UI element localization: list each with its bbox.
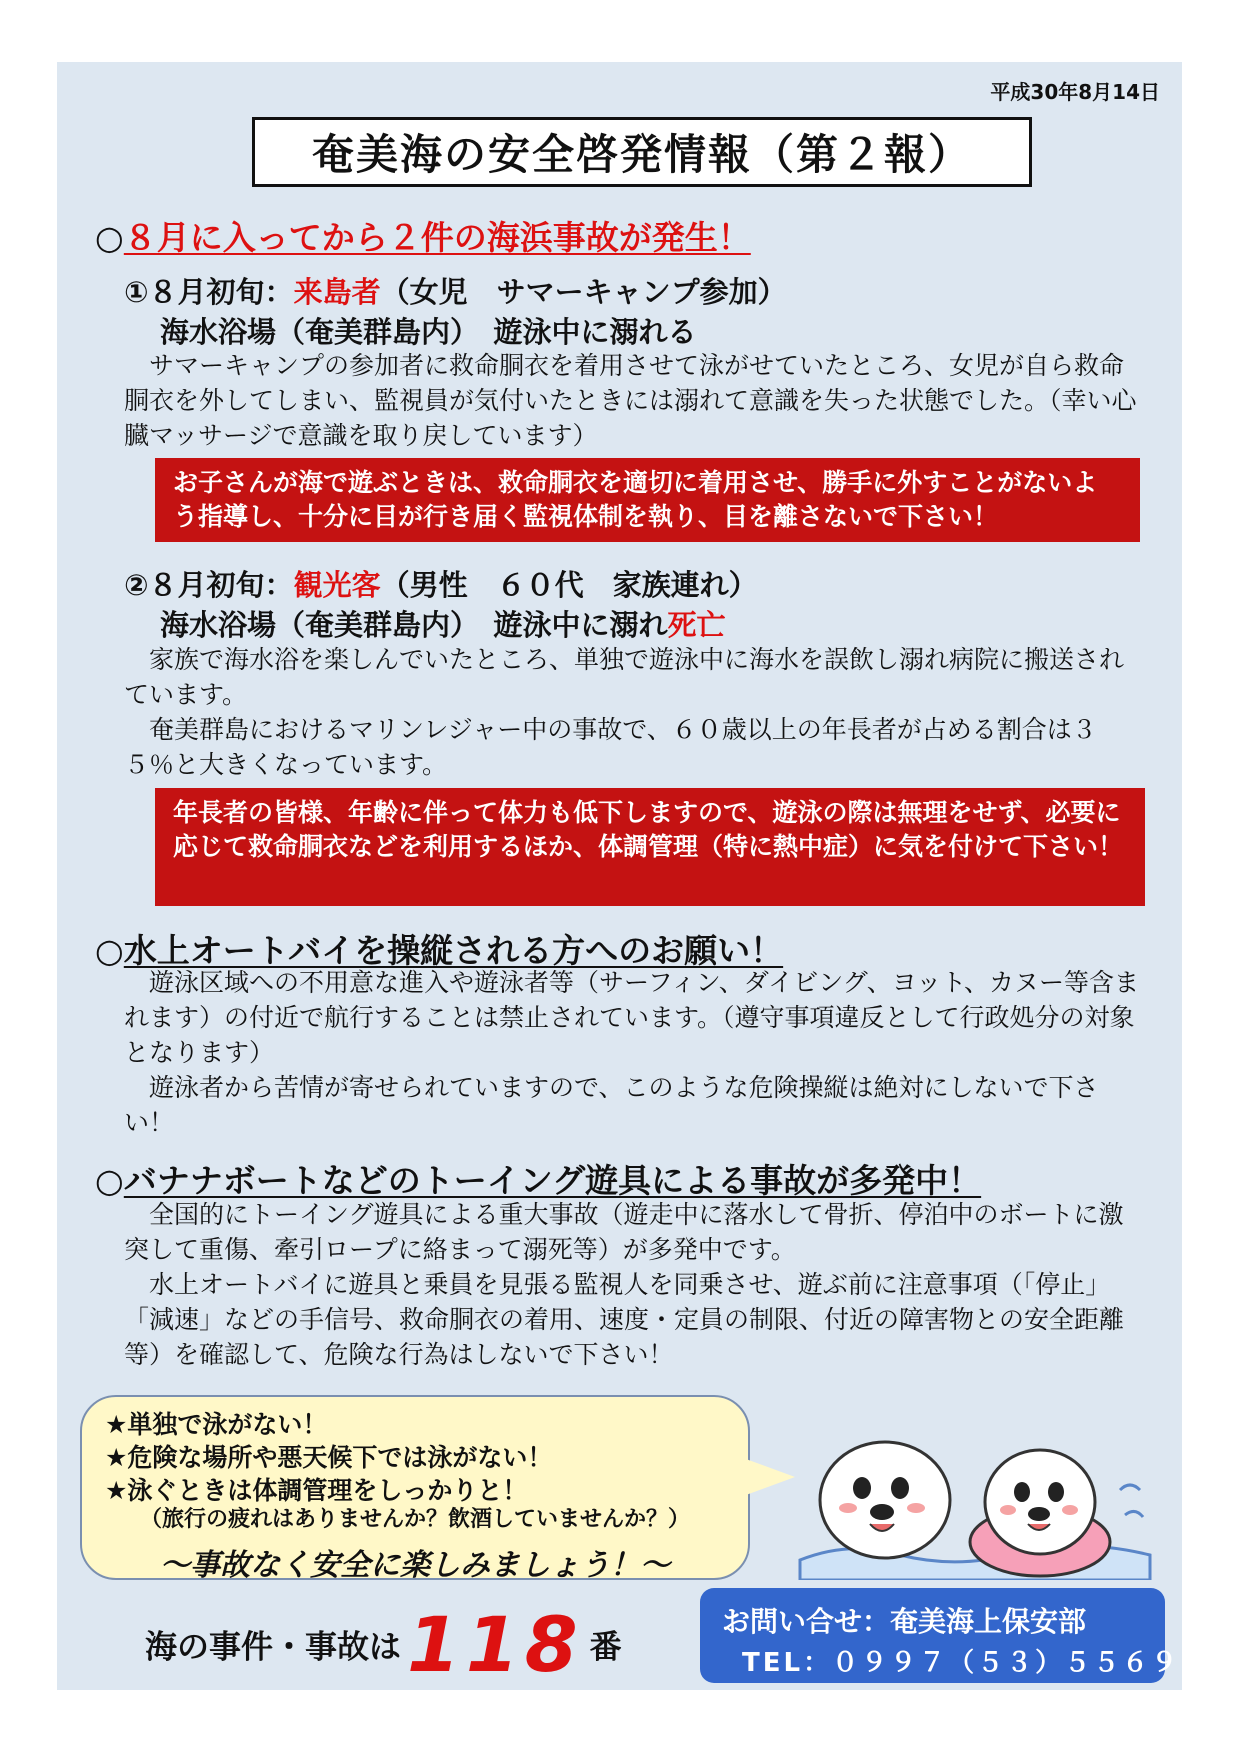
- case2-warning: 年長者の皆様、年齢に伴って体力も低下しますので、遊泳の際は無理をせず、必要に応じて救命胴衣などを利用するほか、体調管理（特に熱中症）に気を付けて下さい！: [155, 788, 1145, 906]
- case2-header: [124, 563, 758, 604]
- case1-body: サマーキャンプの参加者に救命胴衣を着用させて泳がせていたところ、女児が自ら救命胴衣を外してしまい、監視員が気付いたときには溺れて意識を失った状態でした。（幸い心臓マッサージで意識を取り戻しています）: [124, 351, 1137, 450]
- case2-body2: 奄美群島におけるマリンレジャー中の事故で、６０歳以上の年長者が占める割合は３５％と大きくなっています。: [124, 715, 1097, 779]
- circle-mark-icon: ○: [95, 931, 124, 970]
- case2-location-text: 海水浴場（奄美群島内） 遊泳中に溺れ: [160, 608, 668, 642]
- case1-who: 来島者: [293, 275, 381, 309]
- case1-warning: お子さんが海で遊ぶときは、救命胴衣を適切に着用させ、勝手に外すことがないよう指導し、十分に目が行き届く監視体制を執り、目を離さないで下さい！: [155, 458, 1140, 542]
- case2-body1: 家族で海水浴を楽しんでいたところ、単独で遊泳中に海水を誤飲し溺れ病院に搬送されています。: [124, 645, 1125, 709]
- section3-body2: 水上オートバイに遊具と乗員を見張る監視人を同乗させ、遊ぶ前に注意事項（「停止」「減速」などの手信号、救命胴衣の着用、速度・定員の制限、付近の障害物との安全距離等）を確認して、危険な行為はしないで下さい！: [124, 1270, 1125, 1369]
- tip-item: ★泳ぐときは体調管理をしっかりと！: [105, 1476, 528, 1505]
- section2-body1: 遊泳区域への不用意な進入や遊泳者等（サーフィン、ダイビング、ヨット、カヌー等含まれます）の付近で航行することは禁止されています。（遵守事項違反として行政処分の対象となります）: [124, 968, 1140, 1067]
- circle-mark-icon: ○: [95, 218, 124, 257]
- case1-number: ①８月初旬：: [124, 275, 294, 309]
- issue-date: 平成30年8月14日: [990, 80, 1160, 104]
- seal-mascot-illustration: [790, 1420, 1170, 1580]
- contact-box: [700, 1588, 1181, 1683]
- tip-item: ★危険な場所や悪天候下では泳がない！: [105, 1443, 553, 1472]
- contact-office: お問い合せ：奄美海上保安部: [722, 1605, 1087, 1638]
- tip-item: ★単独で泳がない！: [105, 1410, 328, 1439]
- case2-outcome: 死亡: [667, 608, 726, 642]
- section3-body1: 全国的にトーイング遊具による重大事故（遊走中に落水して骨折、停泊中のボートに激突して重傷、牽引ロープに絡まって溺死等）が多発中です。: [124, 1200, 1124, 1264]
- case1-location: 海水浴場（奄美群島内） 遊泳中に溺れる: [160, 315, 697, 349]
- circle-mark-icon: ○: [95, 1161, 124, 1200]
- bubble-tail: [735, 1455, 795, 1499]
- case1-detail: （女児 サマーキャンプ参加）: [380, 275, 787, 309]
- case1-header: [124, 270, 787, 311]
- title-box: [252, 117, 1032, 187]
- tip-note: （旅行の疲れはありませんか？飲酒していませんか？）: [140, 1507, 691, 1532]
- section2-body2: 遊泳者から苦情が寄せられていますので、このような危険操縦は絶対にしないで下さい！: [124, 1073, 1099, 1137]
- case2-detail: （男性 ６０代 家族連れ）: [380, 568, 758, 602]
- emergency-number: 118: [407, 1600, 584, 1689]
- emergency-call-line: [145, 1600, 622, 1689]
- emergency-label: 海の事件・事故は: [145, 1627, 402, 1666]
- section3-heading: [95, 1155, 981, 1202]
- section1-heading-text: ８月に入ってから２件の海浜事故が発生！: [123, 218, 751, 257]
- contact-phone: TEL：０９９７（５３）５５６９: [742, 1648, 1181, 1678]
- section1-heading: [95, 212, 751, 259]
- section2-heading-text: 水上オートバイを操縦される方へのお願い！: [123, 931, 784, 970]
- emergency-suffix: 番: [589, 1627, 622, 1666]
- case2-number: ②８月初旬：: [124, 568, 294, 602]
- case2-who: 観光客: [293, 568, 381, 602]
- case2-location: [160, 603, 726, 644]
- section3-heading-text: バナナボートなどのトーイング遊具による事故が多発中！: [123, 1161, 982, 1200]
- safety-motto: ～事故なく安全に楽しみましょう！～: [160, 1548, 670, 1583]
- page-title: 奄美海の安全啓発情報（第２報）: [311, 130, 972, 179]
